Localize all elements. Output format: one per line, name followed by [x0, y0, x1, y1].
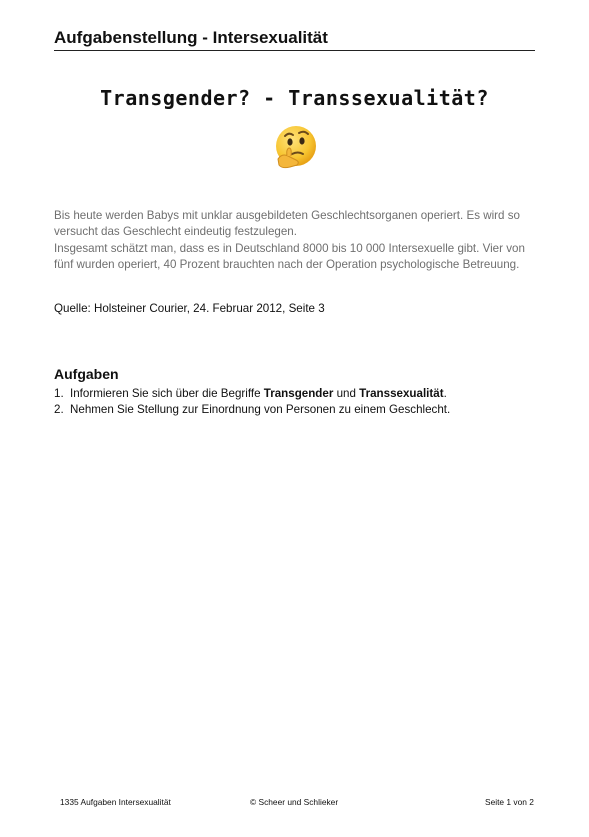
term-transgender: Transgender: [263, 387, 334, 400]
task-number: 2.: [54, 403, 64, 416]
task-item-2: [54, 402, 544, 418]
footer-copyright: © Scheer und Schlieker: [250, 797, 339, 807]
intro-paragraph-2: Insgesamt schätzt man, dass es in Deutschland 8000 bis 10 000 Intersexuelle gibt. Vier von fünf wurden operiert, 40 Prozent brauchten nach der Operation psychologische Betreuung.: [54, 241, 525, 272]
task-text: und: [333, 387, 360, 400]
task-text: Informieren Sie sich über die Begriffe: [70, 387, 264, 400]
footer-page-number: Seite 1 von 2: [485, 797, 534, 807]
thinking-face-icon: [270, 123, 320, 173]
handwritten-heading: Transgender? - Transsexualität?: [100, 86, 489, 110]
page-title: Aufgabenstellung - Intersexualität: [54, 28, 328, 47]
title-divider: [54, 50, 535, 51]
intro-paragraph-1: Bis heute werden Babys mit unklar ausgebildeten Geschlechtsorganen operiert. Es wird so versucht das Geschlecht eindeutig festzulegen.: [54, 209, 520, 239]
task-item-1: [54, 386, 544, 402]
task-number: 1.: [54, 387, 64, 400]
tasks-heading: Aufgaben: [54, 366, 119, 382]
footer-document-id: 1335 Aufgaben Intersexualität: [60, 797, 171, 807]
task-text: .: [443, 387, 447, 400]
task-text: Nehmen Sie Stellung zur Einordnung von Personen zu einem Geschlecht.: [70, 403, 451, 416]
tasks-list: [54, 386, 544, 418]
term-transsexualitaet: Transsexualität: [359, 387, 444, 400]
source-citation: Quelle: Holsteiner Courier, 24. Februar 2012, Seite 3: [54, 302, 325, 315]
intro-text: [54, 208, 544, 274]
